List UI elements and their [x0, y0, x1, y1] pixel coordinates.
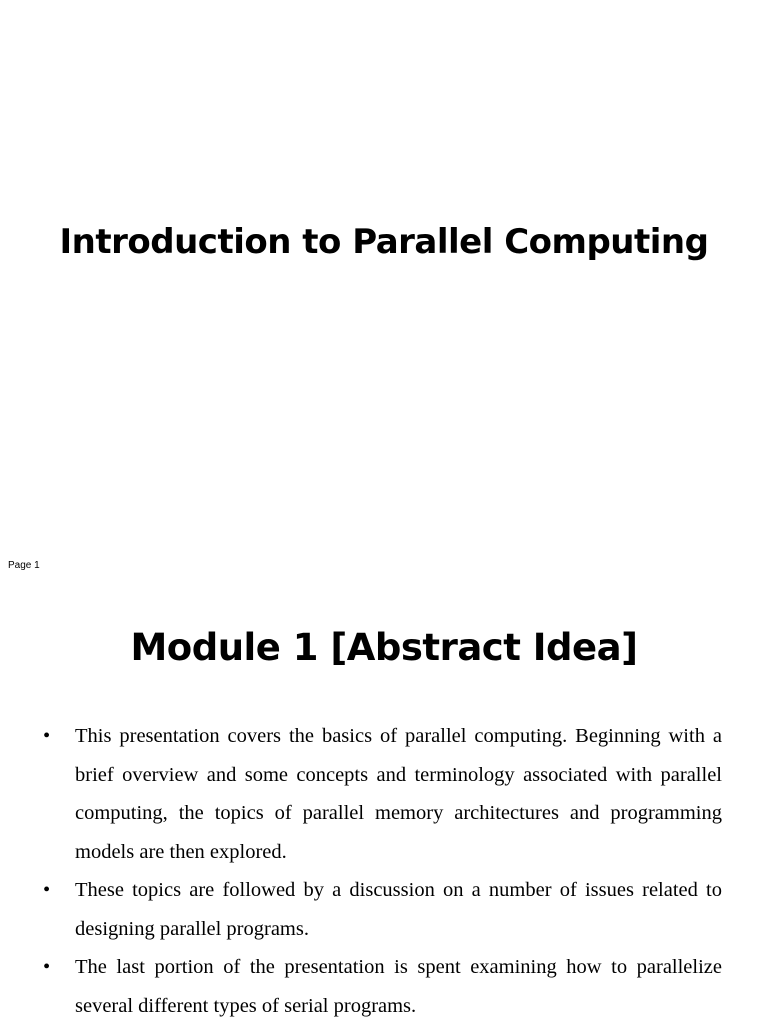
bullet-text: These topics are followed by a discussion on a number of issues related to designing parallel programs. — [75, 879, 722, 940]
bullet-item — [43, 871, 722, 948]
bullet-item — [43, 948, 722, 1024]
slide-title: Introduction to Parallel Computing — [59, 222, 709, 262]
bullet-icon: • — [43, 956, 51, 978]
page-number-label: Page 1 — [8, 560, 40, 571]
bullet-item — [43, 717, 722, 871]
bullet-text: The last portion of the presentation is spent examining how to parallelize several different types of serial programs. — [75, 956, 722, 1017]
bullet-icon: • — [43, 725, 51, 747]
bullet-list — [43, 717, 722, 1024]
module-title: Module 1 [Abstract Idea] — [130, 626, 638, 669]
bullet-icon: • — [43, 879, 51, 901]
bullet-text: This presentation covers the basics of parallel computing. Beginning with a brief overview and some concepts and terminology associated with parallel computing, the topics of parallel memory architectures and programming models are then explored. — [75, 725, 722, 863]
